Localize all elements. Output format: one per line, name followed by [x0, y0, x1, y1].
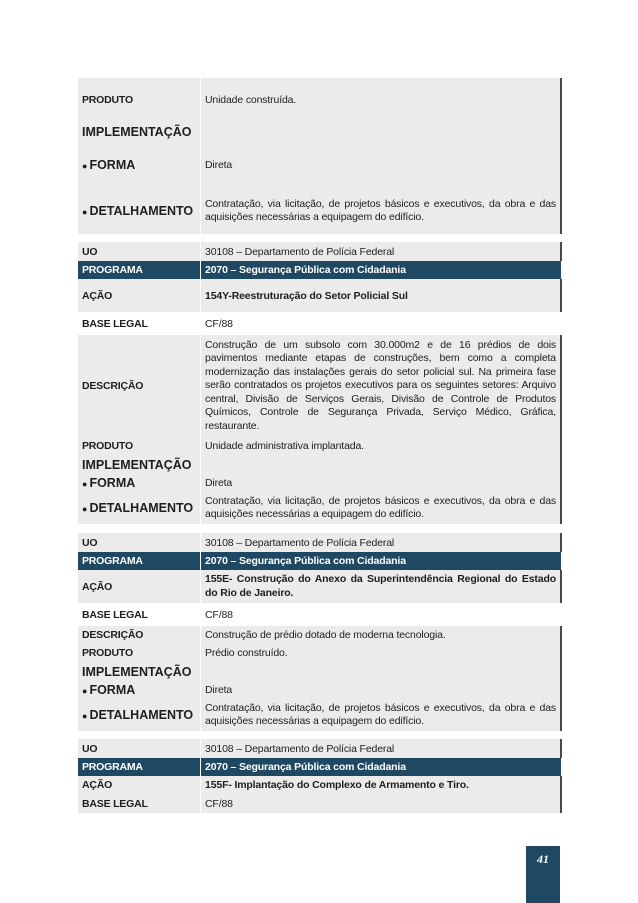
implementacao-row — [78, 122, 561, 142]
block4-table — [78, 739, 562, 813]
implementacao-row — [78, 455, 561, 474]
forma-value: Direta — [201, 681, 562, 699]
acao-label: AÇÃO — [78, 776, 201, 794]
detalhamento-label: DETALHAMENTO — [89, 204, 194, 218]
forma-row — [78, 142, 561, 188]
acao-label: AÇÃO — [78, 279, 201, 312]
programa-value: 2070 – Segurança Pública com Cidadania — [201, 261, 562, 279]
implementacao-heading: IMPLEMENTAÇÃO — [78, 122, 201, 142]
implementacao-heading: IMPLEMENTAÇÃO — [78, 455, 201, 474]
base-legal-value: CF/88 — [201, 603, 562, 626]
produto-label: PRODUTO — [78, 437, 201, 455]
acao-row — [78, 570, 561, 603]
produto-row — [78, 437, 561, 455]
detalhamento-row — [78, 699, 561, 731]
base-legal-row — [78, 603, 561, 626]
acao-row — [78, 776, 561, 794]
uo-row — [78, 242, 561, 261]
uo-label: UO — [78, 242, 201, 261]
uo-row — [78, 533, 561, 552]
programa-value: 2070 – Segurança Pública com Cidadania — [201, 758, 562, 776]
acao-value: 155E- Construção do Anexo da Superintendência Regional do Estado do Rio de Janeiro. — [201, 570, 562, 603]
produto-value: Unidade construída. — [201, 78, 562, 122]
acao-value: 155F- Implantação do Complexo de Armamento e Tiro. — [201, 776, 562, 794]
detalhamento-row — [78, 188, 561, 234]
detalhamento-value: Contratação, via licitação, de projetos básicos e executivos, da obra e das aquisições necessárias a equipagem do edifício. — [201, 699, 562, 731]
block3-table — [78, 533, 562, 731]
detalhamento-value: Contratação, via licitação, de projetos básicos e executivos, da obra e das aquisições necessárias a equipagem do edifício. — [201, 188, 562, 234]
forma-label: FORMA — [89, 476, 136, 490]
detalhamento-label: DETALHAMENTO — [89, 501, 194, 515]
base-legal-value: CF/88 — [201, 794, 562, 813]
base-legal-label: BASE LEGAL — [78, 603, 201, 626]
forma-label: FORMA — [89, 158, 136, 172]
descricao-label: DESCRIÇÃO — [78, 626, 201, 644]
base-legal-row — [78, 312, 561, 335]
produto-value: Prédio construído. — [201, 644, 562, 662]
implementacao-row — [78, 662, 561, 681]
produto-label: PRODUTO — [78, 644, 201, 662]
programa-value: 2070 – Segurança Pública com Cidadania — [201, 552, 562, 570]
forma-label: FORMA — [89, 683, 136, 697]
programa-row — [78, 552, 561, 570]
descricao-row — [78, 626, 561, 644]
detalhamento-label: DETALHAMENTO — [89, 708, 194, 722]
uo-label: UO — [78, 739, 201, 758]
produto-row — [78, 78, 561, 122]
produto-row — [78, 644, 561, 662]
detalhamento-row — [78, 492, 561, 524]
forma-row — [78, 474, 561, 492]
uo-row — [78, 739, 561, 758]
forma-value: Direta — [201, 142, 562, 188]
forma-value: Direta — [201, 474, 562, 492]
acao-row — [78, 279, 561, 312]
base-legal-label: BASE LEGAL — [78, 312, 201, 335]
uo-value: 30108 – Departamento de Polícia Federal — [201, 242, 562, 261]
descricao-label: DESCRIÇÃO — [78, 335, 201, 437]
uo-label: UO — [78, 533, 201, 552]
uo-value: 30108 – Departamento de Polícia Federal — [201, 533, 562, 552]
descricao-value: Construção de prédio dotado de moderna tecnologia. — [201, 626, 562, 644]
programa-row — [78, 261, 561, 279]
base-legal-label: BASE LEGAL — [78, 794, 201, 813]
acao-label: AÇÃO — [78, 570, 201, 603]
base-legal-value: CF/88 — [201, 312, 562, 335]
forma-row — [78, 681, 561, 699]
programa-label: PROGRAMA — [78, 552, 201, 570]
descricao-row — [78, 335, 561, 437]
block1-table — [78, 78, 562, 234]
acao-value: 154Y-Reestruturação do Setor Policial Sul — [201, 279, 562, 312]
page-number: 41 — [526, 846, 560, 903]
detalhamento-value: Contratação, via licitação, de projetos básicos e executivos, da obra e das aquisições necessárias a equipagem do edifício. — [201, 492, 562, 524]
produto-label: PRODUTO — [78, 78, 201, 122]
block2-table — [78, 242, 562, 524]
base-legal-row — [78, 794, 561, 813]
descricao-value: Construção de um subsolo com 30.000m2 e de 16 prédios de dois pavimentos mediante etapas de construções, bem como a completa modernização das instalações gerais do setor policial sul. Na primeira fase serão contratados os projetos executivos para os seguintes setores: Arquivo central, Divisão de Serviços Gerais, Divisão de Controle de Produtos Químicos, Controle de Segurança Privada, Serviço Médico, Gráfica, restaurante. — [201, 335, 562, 437]
programa-label: PROGRAMA — [78, 758, 201, 776]
uo-value: 30108 – Departamento de Polícia Federal — [201, 739, 562, 758]
produto-value: Unidade administrativa implantada. — [201, 437, 562, 455]
programa-row — [78, 758, 561, 776]
programa-label: PROGRAMA — [78, 261, 201, 279]
implementacao-heading: IMPLEMENTAÇÃO — [78, 662, 201, 681]
